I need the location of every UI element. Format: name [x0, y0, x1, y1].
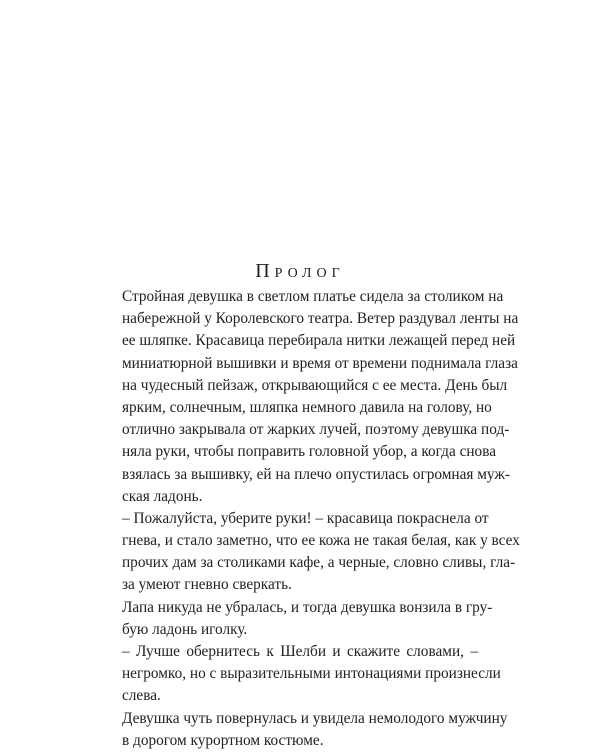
text-line: бую ладонь иголку.	[122, 620, 248, 638]
text-line: Девушка чуть повернулась и увидела немолодого мужчину	[122, 709, 508, 727]
text-line: няла руки, чтобы поправить головной убор, а когда снова	[122, 443, 497, 461]
text-line: ская ладонь.	[122, 487, 203, 505]
text-line: миниатюрной вышивки и время от времени поднимала глаза	[122, 354, 518, 372]
text-line: за умеют гневно сверкать.	[122, 576, 292, 594]
text-line: в дорогом курортном костюме.	[122, 731, 324, 749]
text-line: – Лучше обернитесь к Шелби и скажите словами, –	[122, 643, 478, 660]
chapter-title: Пролог	[255, 260, 345, 282]
text-line: ее шляпке. Красавица перебирала нитки лежащей перед ней	[122, 332, 516, 350]
text-line: негромко, но с выразительными интонациями произнесли	[122, 665, 501, 683]
text-line: прочих дам за столиками кафе, а черные, словно сливы, гла-	[122, 554, 516, 572]
text-line: взялась за вышивку, ей на плечо опустилась огромная муж-	[122, 465, 511, 483]
chapter-body-text	[122, 286, 520, 752]
text-line: гнева, и стало заметно, что ее кожа не такая белая, как у всех	[122, 532, 520, 550]
text-line: Лапа никуда не убралась, и тогда девушка вонзила в гру-	[122, 598, 493, 616]
text-line: на чудесный пейзаж, открывающийся с ее места. День был	[122, 376, 508, 394]
text-line: отлично закрывала от жарких лучей, поэтому девушка под-	[122, 421, 510, 439]
text-line: набережной у Королевского театра. Ветер раздувал ленты на	[122, 310, 519, 328]
text-line: Стройная девушка в светлом платье сидела за столиком на	[122, 288, 504, 305]
text-line: – Пожалуйста, уберите руки! – красавица покраснела от	[122, 509, 489, 527]
text-line: слева.	[122, 687, 161, 705]
text-line: ярким, солнечным, шляпка немного давила на голову, но	[122, 398, 492, 416]
